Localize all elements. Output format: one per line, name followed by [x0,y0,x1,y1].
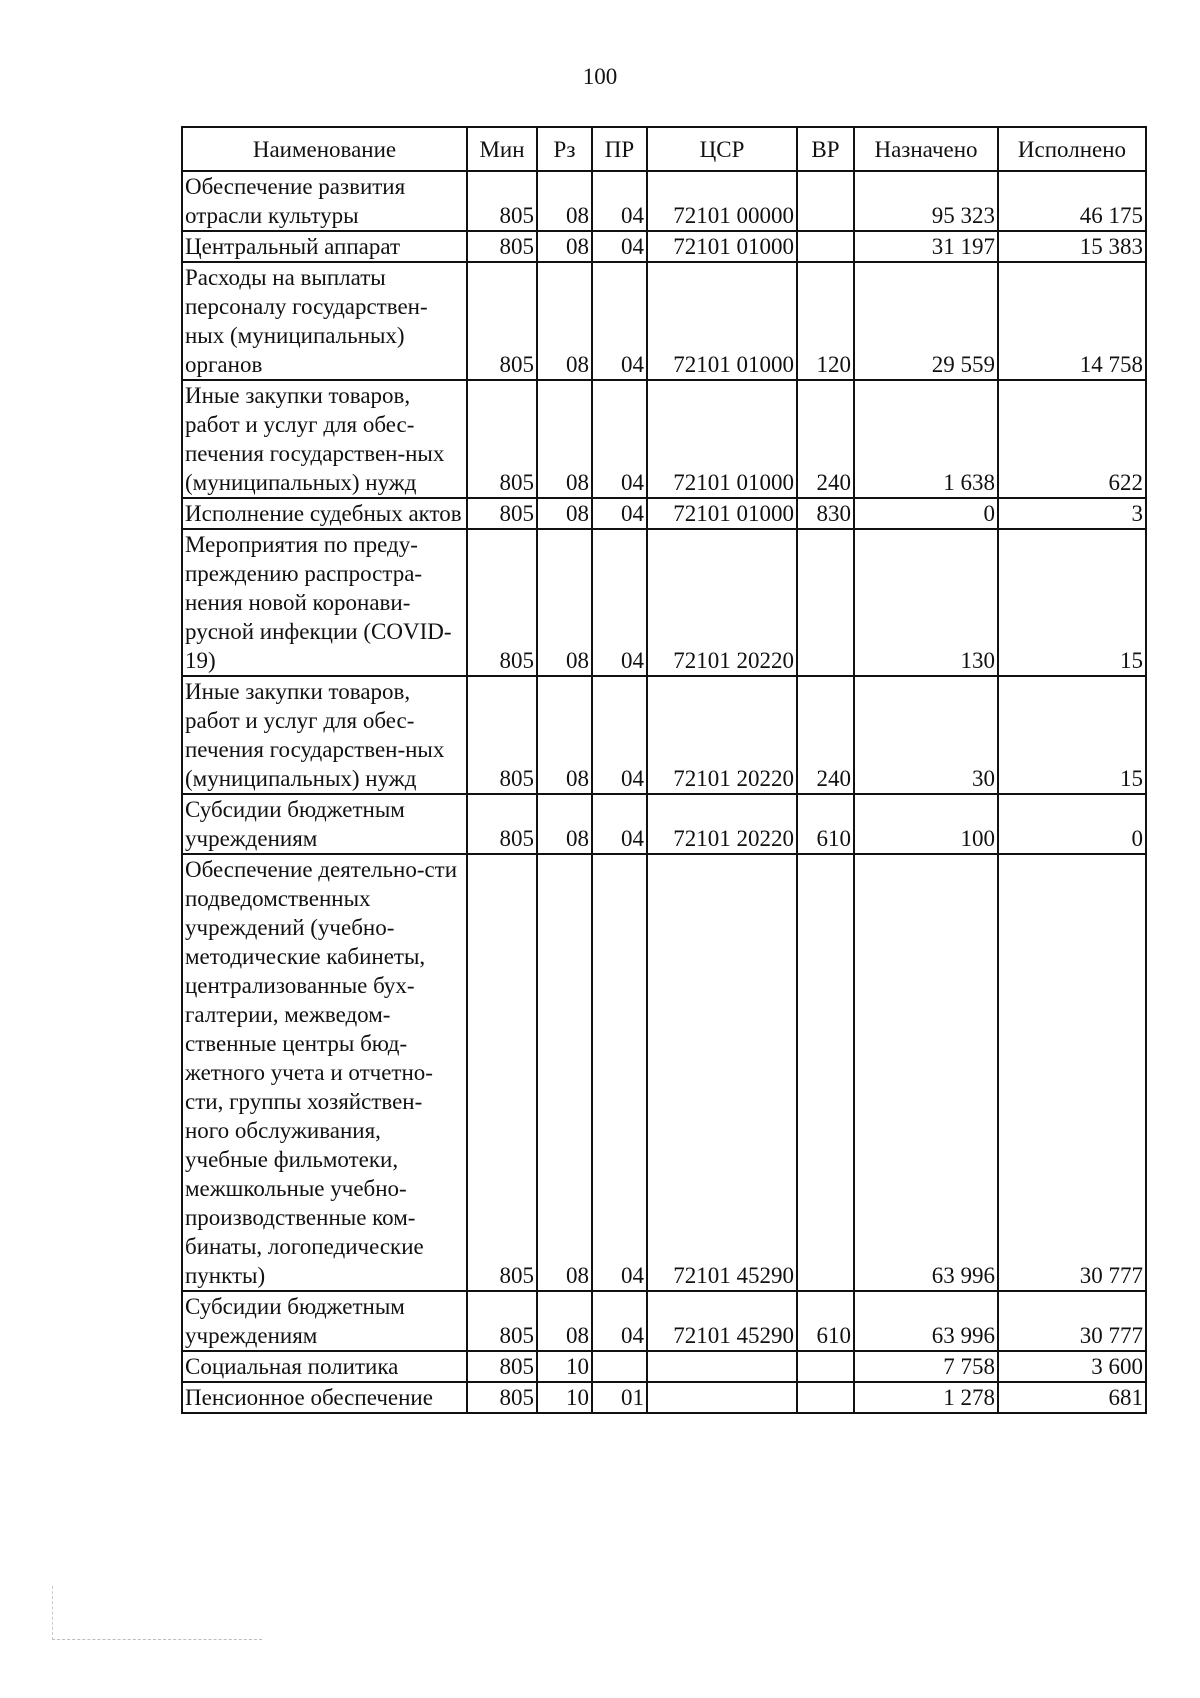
cell-rz: 08 [537,676,592,794]
cell-csr: 72101 45290 [647,1291,797,1351]
cell-rz: 08 [537,854,592,1291]
page-number: 100 [582,64,618,89]
cell-pr: 01 [592,1382,647,1413]
cell-csr: 72101 01000 [647,498,797,529]
cell-min: 805 [467,1351,537,1382]
cell-executed: 3 600 [998,1351,1146,1382]
cell-name: Обеспечение деятельно-сти подведомственных учреждений (учебно-методические кабинеты, централизованные бух-галтерии, межведом-ственные центры бюд-жетного учета и отчетно-сти, группы хозяйствен-ного обслуживания, учебные фильмотеки, межшкольные учебно-производственные ком-бинаты, логопедические пункты) [182,854,467,1291]
cell-assigned: 29 559 [854,262,998,380]
cell-rz: 08 [537,262,592,380]
table-row [182,794,1146,854]
cell-rz: 08 [537,498,592,529]
cell-executed: 14 758 [998,262,1146,380]
cell-rz: 10 [537,1351,592,1382]
cell-name: Центральный аппарат [182,231,467,262]
cell-min: 805 [467,676,537,794]
cell-rz: 08 [537,231,592,262]
cell-executed: 15 [998,676,1146,794]
cell-assigned: 100 [854,794,998,854]
cell-csr: 72101 00000 [647,171,797,231]
cell-vr [797,529,854,676]
cell-assigned: 30 [854,676,998,794]
cell-rz: 08 [537,171,592,231]
cell-csr: 72101 20220 [647,794,797,854]
cell-executed: 30 777 [998,1291,1146,1351]
cell-vr: 610 [797,1291,854,1351]
cell-name: Обеспечение развития отрасли культуры [182,171,467,231]
cell-assigned: 31 197 [854,231,998,262]
cell-pr: 04 [592,1291,647,1351]
cell-rz: 08 [537,1291,592,1351]
cell-rz: 08 [537,380,592,498]
cell-min: 805 [467,794,537,854]
cell-csr: 72101 20220 [647,676,797,794]
cell-pr: 04 [592,171,647,231]
cell-name: Иные закупки товаров, работ и услуг для обес-печения государствен-ных (муниципальных) нужд [182,676,467,794]
cell-min: 805 [467,1382,537,1413]
cell-pr: 04 [592,854,647,1291]
cell-pr: 04 [592,231,647,262]
cell-name: Иные закупки товаров, работ и услуг для обес-печения государствен-ных (муниципальных) нужд [182,380,467,498]
table-row [182,498,1146,529]
table-row [182,171,1146,231]
cell-pr: 04 [592,794,647,854]
cell-csr: 72101 45290 [647,854,797,1291]
cell-name: Расходы на выплаты персоналу государствен-ных (муниципальных) органов [182,262,467,380]
cell-csr: 72101 01000 [647,380,797,498]
cell-min: 805 [467,854,537,1291]
header-csr: ЦСР [647,127,797,171]
cell-csr: 72101 01000 [647,262,797,380]
budget-table [181,126,1147,1414]
table-row [182,231,1146,262]
cell-pr: 04 [592,262,647,380]
cell-csr: 72101 01000 [647,231,797,262]
table-row [182,1382,1146,1413]
cell-min: 805 [467,498,537,529]
cell-executed: 30 777 [998,854,1146,1291]
table-row [182,262,1146,380]
cell-pr: 04 [592,380,647,498]
cell-pr: 04 [592,529,647,676]
cell-min: 805 [467,380,537,498]
cell-name: Пенсионное обеспечение [182,1382,467,1413]
cell-min: 805 [467,231,537,262]
header-name: Наименование [182,127,467,171]
cell-min: 805 [467,171,537,231]
cell-csr: 72101 20220 [647,529,797,676]
cell-min: 805 [467,1291,537,1351]
cell-vr [797,171,854,231]
table-row [182,380,1146,498]
cell-pr: 04 [592,498,647,529]
cell-vr: 240 [797,380,854,498]
cell-vr: 830 [797,498,854,529]
cell-vr: 120 [797,262,854,380]
cell-vr: 240 [797,676,854,794]
cell-vr [797,1351,854,1382]
cell-assigned: 95 323 [854,171,998,231]
header-row [182,127,1146,171]
cell-vr [797,854,854,1291]
cell-assigned: 1 278 [854,1382,998,1413]
cell-pr: 04 [592,676,647,794]
cell-vr [797,231,854,262]
cell-name: Социальная политика [182,1351,467,1382]
cell-executed: 622 [998,380,1146,498]
header-assigned: Назначено [854,127,998,171]
cell-assigned: 1 638 [854,380,998,498]
cell-assigned: 0 [854,498,998,529]
cell-pr [592,1351,647,1382]
cell-executed: 681 [998,1382,1146,1413]
table-row [182,854,1146,1291]
cell-min: 805 [467,262,537,380]
table-row [182,1351,1146,1382]
header-pr: ПР [592,127,647,171]
cell-executed: 0 [998,794,1146,854]
cell-name: Исполнение судебных актов [182,498,467,529]
cell-executed: 15 383 [998,231,1146,262]
table-row [182,1291,1146,1351]
cell-csr [647,1351,797,1382]
cell-rz: 08 [537,529,592,676]
cell-min: 805 [467,529,537,676]
cell-vr [797,1382,854,1413]
cell-name: Мероприятия по преду-преждению распростра-нения новой коронави-русной инфекции (COVID-19) [182,529,467,676]
header-vr: ВР [797,127,854,171]
cell-name: Субсидии бюджетным учреждениям [182,794,467,854]
cell-executed: 15 [998,529,1146,676]
header-min: Мин [467,127,537,171]
cell-assigned: 130 [854,529,998,676]
cell-assigned: 7 758 [854,1351,998,1382]
cell-name: Субсидии бюджетным учреждениям [182,1291,467,1351]
cell-rz: 10 [537,1382,592,1413]
cell-csr [647,1382,797,1413]
table-row [182,529,1146,676]
cell-rz: 08 [537,794,592,854]
header-rz: Рз [537,127,592,171]
cell-vr: 610 [797,794,854,854]
cell-executed: 3 [998,498,1146,529]
cell-assigned: 63 996 [854,854,998,1291]
cell-executed: 46 175 [998,171,1146,231]
table-row [182,676,1146,794]
header-executed: Исполнено [998,127,1146,171]
faded-stamp [52,1586,262,1640]
cell-assigned: 63 996 [854,1291,998,1351]
